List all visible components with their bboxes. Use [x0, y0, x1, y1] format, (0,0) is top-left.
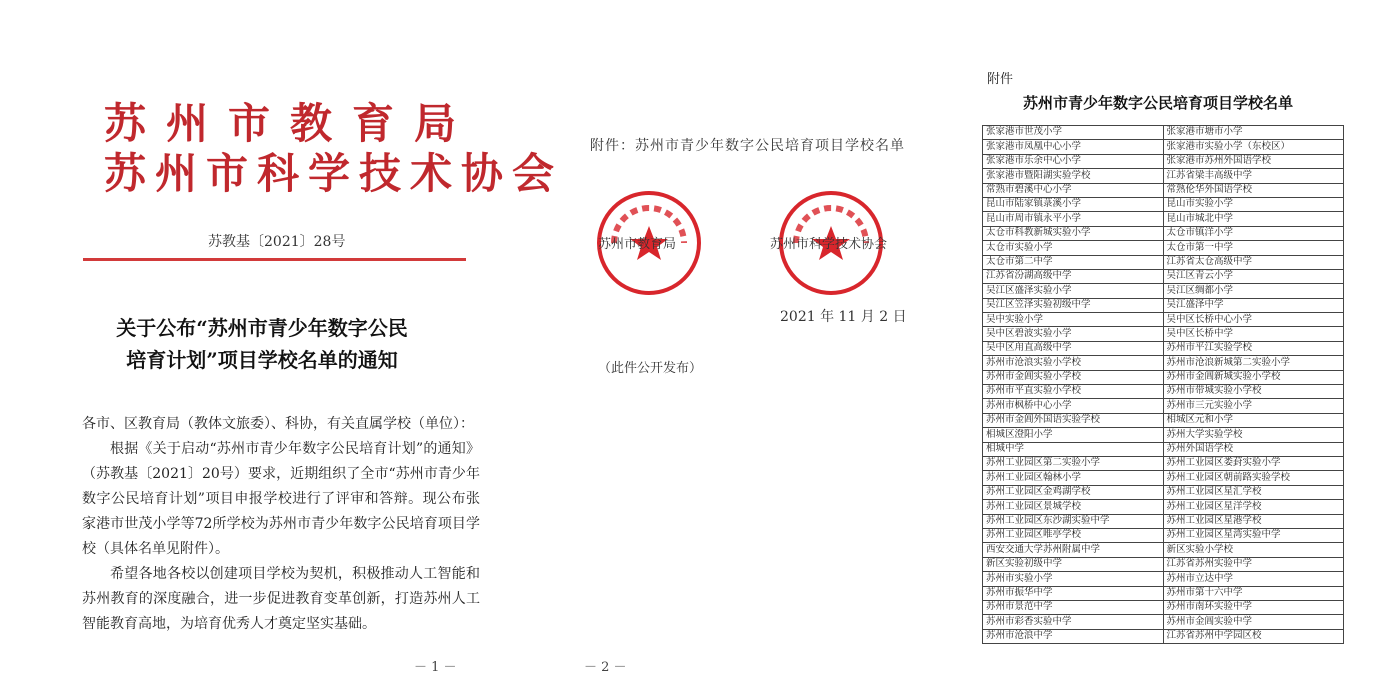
- school-name-cell: 苏州外国语学校: [1163, 442, 1344, 456]
- school-name-cell: 常熟伦华外国语学校: [1163, 183, 1344, 197]
- table-row: [983, 140, 1344, 154]
- document-number: 苏教基〔2021〕28号: [208, 234, 346, 250]
- attachment-line: 附件：苏州市青少年数字公民培育项目学校名单: [590, 138, 905, 154]
- page-number-1: － 1 －: [414, 660, 457, 675]
- school-name-cell: 苏州市沧浪中学: [983, 629, 1164, 643]
- school-name-cell: 张家港市暨阳湖实验学校: [983, 169, 1164, 183]
- school-name-cell: 太仓市科教新城实验小学: [983, 226, 1164, 240]
- school-name-cell: 苏州市平直实验小学校: [983, 385, 1164, 399]
- school-name-cell: 太仓市第二中学: [983, 255, 1164, 269]
- school-name-cell: 西安交通大学苏州附属中学: [983, 543, 1164, 557]
- school-list-table: [982, 125, 1344, 644]
- school-name-cell: 苏州市第十六中学: [1163, 586, 1344, 600]
- table-row: [983, 572, 1344, 586]
- school-name-cell: 江苏省太仓高级中学: [1163, 255, 1344, 269]
- table-row: [983, 399, 1344, 413]
- school-name-cell: 昆山市周市镇永平小学: [983, 212, 1164, 226]
- red-divider-line: [83, 258, 466, 261]
- public-release-note: （此件公开发布）: [598, 361, 703, 376]
- school-name-cell: 张家港市乐余中心小学: [983, 154, 1164, 168]
- table-row: [983, 169, 1344, 183]
- school-name-cell: 昆山市陆家镇菉溪小学: [983, 197, 1164, 211]
- table-row: [983, 284, 1344, 298]
- table-row: [983, 586, 1344, 600]
- school-name-cell: 苏州工业园区星洋学校: [1163, 500, 1344, 514]
- table-row: [983, 385, 1344, 399]
- table-row: [983, 528, 1344, 542]
- school-name-cell: 苏州市立达中学: [1163, 572, 1344, 586]
- table-row: [983, 154, 1344, 168]
- school-name-cell: 新区实验小学校: [1163, 543, 1344, 557]
- school-name-cell: 相城中学: [983, 442, 1164, 456]
- school-name-cell: 吴江区绸都小学: [1163, 284, 1344, 298]
- document-page-attachment: [970, 0, 1400, 694]
- school-name-cell: 苏州大学实验学校: [1163, 428, 1344, 442]
- issue-date: 2021 年 11 月 2 日: [780, 309, 907, 325]
- table-row: [983, 428, 1344, 442]
- table-row: [983, 485, 1344, 499]
- table-row: [983, 471, 1344, 485]
- school-name-cell: 苏州市实验小学: [983, 572, 1164, 586]
- school-name-cell: 常熟市碧溪中心小学: [983, 183, 1164, 197]
- school-name-cell: 苏州市金阊实验小学校: [983, 370, 1164, 384]
- school-name-cell: 张家港市苏州外国语学校: [1163, 154, 1344, 168]
- school-name-cell: 苏州市沧浪新城第二实验小学: [1163, 356, 1344, 370]
- school-name-cell: 苏州工业园区星湾实验中学: [1163, 528, 1344, 542]
- notice-title-line2: 培育计划”项目学校名单的通知: [126, 348, 398, 372]
- school-name-cell: 苏州工业园区朝前路实验学校: [1163, 471, 1344, 485]
- school-name-cell: 吴江区笠泽实验初级中学: [983, 298, 1164, 312]
- school-name-cell: 苏州工业园区唯亭学校: [983, 528, 1164, 542]
- document-page-2: [540, 0, 970, 694]
- table-row: [983, 356, 1344, 370]
- table-row: [983, 456, 1344, 470]
- school-name-cell: 苏州市带城实验小学校: [1163, 385, 1344, 399]
- signatory-science-association: 苏州市科学技术协会: [770, 237, 888, 252]
- school-name-cell: 吴中区碧波实验小学: [983, 327, 1164, 341]
- table-row: [983, 413, 1344, 427]
- school-name-cell: 相城区澄阳小学: [983, 428, 1164, 442]
- body-paragraph-1: 根据《关于启动“苏州市青少年数字公民培育计划”的通知》（苏教基〔2021〕20号）要求，近期组织了全市“苏州市青少年数字公民培育计划”项目申报学校进行了评审和答辩。现公布张家港市世茂小学等72所学校为苏州市青少年数字公民培育项目学校（具体名单见附件）。: [82, 441, 480, 557]
- school-name-cell: 苏州工业园区星汇学校: [1163, 485, 1344, 499]
- table-row: [983, 615, 1344, 629]
- issuer-title-education-bureau: 苏州市教育局: [104, 99, 477, 148]
- school-name-cell: 苏州工业园区翰林小学: [983, 471, 1164, 485]
- school-name-cell: 苏州市南环实验中学: [1163, 600, 1344, 614]
- school-name-cell: 吴江盛泽中学: [1163, 298, 1344, 312]
- school-name-cell: 苏州工业园区第二实验小学: [983, 456, 1164, 470]
- school-name-cell: 苏州市金阊外国语实验学校: [983, 413, 1164, 427]
- table-row: [983, 514, 1344, 528]
- table-row: [983, 313, 1344, 327]
- table-row: [983, 197, 1344, 211]
- school-name-cell: 吴江区青云小学: [1163, 269, 1344, 283]
- table-row: [983, 557, 1344, 571]
- salutation: 各市、区教育局（教体文旅委）、科协，有关直属学校（单位）：: [82, 416, 474, 432]
- school-name-cell: 相城区元和小学: [1163, 413, 1344, 427]
- school-name-cell: 昆山市实验小学: [1163, 197, 1344, 211]
- notice-body: [82, 412, 480, 637]
- school-name-cell: 江苏省汾湖高级中学: [983, 269, 1164, 283]
- school-name-cell: 苏州工业园区金鸡湖学校: [983, 485, 1164, 499]
- table-row: [983, 269, 1344, 283]
- school-name-cell: 太仓市实验小学: [983, 241, 1164, 255]
- school-name-cell: 新区实验初级中学: [983, 557, 1164, 571]
- school-name-cell: 昆山市城北中学: [1163, 212, 1344, 226]
- school-name-cell: 吴江区盛泽实验小学: [983, 284, 1164, 298]
- school-name-cell: 张家港市凤凰中心小学: [983, 140, 1164, 154]
- school-name-cell: 太仓市第一中学: [1163, 241, 1344, 255]
- school-name-cell: 苏州市金阊新城实验小学校: [1163, 370, 1344, 384]
- school-name-cell: 张家港市世茂小学: [983, 126, 1164, 140]
- school-name-cell: 苏州市彩香实验中学: [983, 615, 1164, 629]
- table-row: [983, 600, 1344, 614]
- school-name-cell: 苏州工业园区景城学校: [983, 500, 1164, 514]
- school-name-cell: 吴中区长桥中学: [1163, 327, 1344, 341]
- school-name-cell: 苏州工业园区娄葑实验小学: [1163, 456, 1344, 470]
- school-name-cell: 吴中实验小学: [983, 313, 1164, 327]
- school-name-cell: 苏州市金阊实验中学: [1163, 615, 1344, 629]
- table-row: [983, 241, 1344, 255]
- school-name-cell: 吴中区长桥中心小学: [1163, 313, 1344, 327]
- table-row: [983, 226, 1344, 240]
- table-row: [983, 341, 1344, 355]
- table-row: [983, 126, 1344, 140]
- school-name-cell: 苏州市沧浪实验小学校: [983, 356, 1164, 370]
- notice-title-line1: 关于公布“苏州市青少年数字公民: [116, 316, 408, 340]
- school-name-cell: 张家港市实验小学（东校区）: [1163, 140, 1344, 154]
- school-name-cell: 江苏省苏州中学园区校: [1163, 629, 1344, 643]
- table-row: [983, 298, 1344, 312]
- signatory-education-bureau: 苏州市教育局: [598, 237, 677, 252]
- table-row: [983, 500, 1344, 514]
- school-name-cell: 苏州工业园区东沙湖实验中学: [983, 514, 1164, 528]
- table-row: [983, 543, 1344, 557]
- page-number-2: － 2 －: [584, 660, 627, 675]
- table-row: [983, 255, 1344, 269]
- school-name-cell: 苏州市平江实验学校: [1163, 341, 1344, 355]
- school-name-cell: 苏州市三元实验小学: [1163, 399, 1344, 413]
- school-list-title: 苏州市青少年数字公民培育项目学校名单: [1023, 94, 1294, 112]
- table-row: [983, 212, 1344, 226]
- school-name-cell: 江苏省梁丰高级中学: [1163, 169, 1344, 183]
- issuer-title-science-association: 苏州市科学技术协会: [104, 149, 564, 198]
- body-paragraph-2: 希望各地各校以创建项目学校为契机，积极推动人工智能和苏州教育的深度融合，进一步促进教育变革创新，打造苏州人工智能教育高地，为培育优秀人才奠定坚实基础。: [82, 566, 480, 632]
- school-name-cell: 苏州市景范中学: [983, 600, 1164, 614]
- attachment-label: 附件: [987, 72, 1014, 87]
- school-name-cell: 江苏省苏州实验中学: [1163, 557, 1344, 571]
- document-page-1: [0, 0, 564, 694]
- table-row: [983, 327, 1344, 341]
- table-row: [983, 183, 1344, 197]
- school-name-cell: 太仓市镇洋小学: [1163, 226, 1344, 240]
- school-name-cell: 吴中区甪直高级中学: [983, 341, 1164, 355]
- table-row: [983, 629, 1344, 643]
- school-name-cell: 苏州市枫桥中心小学: [983, 399, 1164, 413]
- school-name-cell: 苏州工业园区星港学校: [1163, 514, 1344, 528]
- school-name-cell: 张家港市塘市小学: [1163, 126, 1344, 140]
- table-row: [983, 442, 1344, 456]
- table-row: [983, 370, 1344, 384]
- school-name-cell: 苏州市振华中学: [983, 586, 1164, 600]
